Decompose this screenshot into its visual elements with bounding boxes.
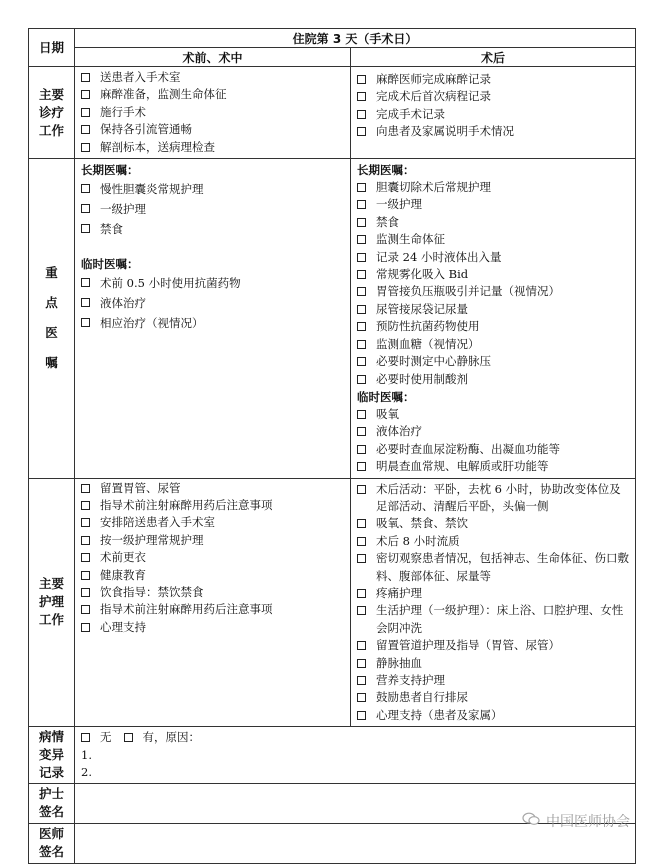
checkbox[interactable] (357, 92, 366, 101)
checklist-item-text: 吸氧 (376, 406, 399, 421)
checklist-item (357, 458, 629, 475)
checklist-item-text: 禁食 (100, 222, 123, 237)
doctor-sign-label-line: 签名 (38, 844, 64, 860)
checklist-item (357, 672, 629, 689)
checklist-item-text: 相应治疗（视情况） (100, 316, 204, 331)
checklist-item-text: 心理支持（患者及家属） (376, 707, 503, 722)
checklist-item-text: 安排陪送患者入手术室 (100, 515, 215, 530)
checklist-item-text: 胆囊切除术后常规护理 (376, 180, 491, 195)
orders-label-char: 重 (45, 265, 58, 281)
checklist-item (357, 637, 629, 654)
checkbox[interactable] (81, 553, 90, 562)
checkbox[interactable] (357, 519, 366, 528)
variance-label-line: 记录 (38, 764, 64, 780)
checklist-item-text: 必要时查血尿淀粉酶、出凝血功能等 (376, 441, 560, 456)
checklist-item-text: 术前更衣 (100, 550, 146, 565)
checkbox[interactable] (81, 588, 90, 597)
checkbox[interactable] (357, 676, 366, 685)
variance-yes-checkbox[interactable] (124, 733, 133, 742)
checklist-item (357, 123, 629, 140)
checklist-item-text: 保持各引流管通畅 (100, 122, 192, 137)
checklist-item (357, 441, 629, 458)
checkbox[interactable] (357, 462, 366, 471)
checklist-item-text: 营养支持护理 (376, 673, 445, 687)
checklist-item-text: 鼓励患者自行排尿 (376, 690, 468, 705)
orders-label-char: 医 (45, 325, 58, 341)
checklist-item-text: 静脉抽血 (376, 655, 422, 670)
checklist-item-text: 常规雾化吸入 Bid (376, 267, 469, 282)
checklist-item-text: 术后活动：平卧，去枕 6 小时，协助改变体位及足部活动、清醒后平卧，头偏一侧 (376, 481, 621, 513)
long-term-orders-title: 长期医嘱： (357, 163, 415, 178)
temporary-orders-title: 临时医嘱： (357, 389, 415, 404)
diagnosis-preop-cell (75, 67, 351, 159)
checkbox[interactable] (357, 322, 366, 331)
temporary-orders-postop (357, 406, 629, 476)
checklist-item-text: 禁食 (376, 214, 399, 229)
checklist-item (81, 584, 344, 601)
checklist-item (81, 601, 344, 618)
checkbox[interactable] (357, 711, 366, 720)
checkbox[interactable] (357, 183, 366, 192)
checklist-item-text: 术后 8 小时流质 (376, 533, 460, 548)
checkbox[interactable] (81, 298, 90, 307)
checklist-item (357, 602, 629, 637)
checkbox[interactable] (81, 484, 90, 493)
checklist-item-text: 明晨查血常规、电解质或肝功能等 (376, 459, 549, 474)
checklist-item (81, 199, 344, 219)
checklist-item (81, 219, 344, 239)
checklist-item-text: 预防性抗菌药物使用 (376, 319, 480, 334)
checkbox[interactable] (81, 536, 90, 545)
checklist-item-text: 心理支持 (100, 619, 146, 634)
checklist-item-text: 饮食指导：禁饮禁食 (100, 584, 204, 599)
checklist-item (357, 231, 629, 248)
checkbox[interactable] (81, 278, 90, 287)
checklist-item-text: 密切观察患者情况，包括神志、生命体征、伤口敷料、腹部体征、尿量等 (376, 551, 629, 583)
checkbox[interactable] (357, 200, 366, 209)
checklist-item-text: 向患者及家属说明手术情况 (376, 124, 514, 139)
orders-preop-cell (75, 159, 351, 479)
checkbox[interactable] (357, 606, 366, 615)
checkbox[interactable] (357, 305, 366, 314)
checklist-item (357, 655, 629, 672)
checklist-item-text: 必要时测定中心静脉压 (376, 354, 491, 369)
watermark (522, 811, 630, 831)
checklist-item (357, 283, 629, 300)
nursing-label (29, 478, 75, 727)
checklist-item (81, 104, 344, 121)
variance-reason-2[interactable]: 2. (81, 764, 92, 779)
checklist-item-text: 健康教育 (100, 567, 146, 582)
checklist-item (357, 88, 629, 105)
checklist-item (81, 139, 344, 156)
checklist-item (357, 214, 629, 231)
checklist-item (81, 514, 344, 531)
checkbox[interactable] (81, 571, 90, 580)
date-label: 日期 (29, 29, 75, 67)
nurse-sign-label-line: 签名 (38, 804, 64, 820)
checklist-item (81, 69, 344, 86)
checklist-item-text: 指导术前注射麻醉用药后注意事项 (100, 497, 273, 512)
checkbox[interactable] (81, 501, 90, 510)
diagnosis-label-line: 诊疗 (38, 104, 64, 120)
checkbox[interactable] (357, 410, 366, 419)
checklist-item-text: 完成术后首次病程记录 (376, 89, 491, 104)
checkbox[interactable] (357, 110, 366, 119)
checkbox[interactable] (81, 73, 90, 82)
checklist-item-text: 必要时使用制酸剂 (376, 371, 468, 386)
checklist-item-text: 留置管道护理及指导（胃管、尿管） (376, 638, 560, 653)
checklist-item-text: 完成手术记录 (376, 106, 445, 121)
checklist-item-text: 一级护理 (376, 197, 422, 212)
diagnosis-postop-list (351, 67, 635, 143)
diagnosis-preop-list (75, 67, 350, 158)
checklist-item (357, 266, 629, 283)
checkbox[interactable] (81, 184, 90, 193)
variance-label-line: 病情 (38, 728, 64, 744)
checkbox[interactable] (81, 224, 90, 233)
checkbox[interactable] (357, 127, 366, 136)
checklist-item-text: 施行手术 (100, 104, 146, 119)
checkbox[interactable] (357, 589, 366, 598)
checklist-item (81, 480, 344, 497)
checklist-item-text: 记录 24 小时液体出入量 (376, 249, 502, 264)
col-header-postop: 术后 (351, 48, 636, 67)
checklist-item-text: 慢性胆囊炎常规护理 (100, 182, 204, 197)
checklist-item (357, 71, 629, 88)
nursing-label-line: 主要 (38, 576, 64, 592)
checklist-item (357, 515, 629, 532)
checklist-item (81, 273, 344, 293)
checkbox[interactable] (81, 108, 90, 117)
checkbox[interactable] (357, 641, 366, 650)
checklist-item (357, 533, 629, 550)
wechat-icon (522, 812, 540, 830)
checkbox[interactable] (81, 518, 90, 527)
diagnosis-label-line: 工作 (38, 122, 64, 138)
checkbox[interactable] (357, 287, 366, 296)
checklist-item-text: 指导术前注射麻醉用药后注意事项 (100, 602, 273, 617)
checklist-item (81, 619, 344, 636)
long-term-orders-postop (357, 179, 629, 388)
checklist-item-text: 解剖标本，送病理检查 (100, 139, 215, 154)
long-term-orders-preop (81, 179, 344, 239)
checklist-item (357, 353, 629, 370)
checklist-item-text: 吸氧、禁食、禁饮 (376, 516, 468, 531)
variance-label (29, 727, 75, 783)
nursing-postop-list (351, 479, 635, 727)
checklist-item (357, 406, 629, 423)
checkbox[interactable] (81, 125, 90, 134)
day-title: 住院第 3 天（手术日） (75, 29, 636, 48)
checklist-item (81, 532, 344, 549)
checkbox[interactable] (357, 693, 366, 702)
checkbox[interactable] (357, 340, 366, 349)
checklist-item (357, 318, 629, 335)
checklist-item (81, 86, 344, 103)
diagnosis-postop-cell (351, 67, 636, 159)
checklist-item-text: 麻醉医师完成麻醉记录 (376, 72, 491, 86)
orders-postop-block (351, 159, 635, 478)
checklist-item (357, 196, 629, 213)
checklist-item (357, 249, 629, 266)
checklist-item-text: 麻醉准备，监测生命体征 (100, 87, 227, 102)
checkbox[interactable] (357, 253, 366, 262)
checkbox[interactable] (81, 623, 90, 632)
checkbox[interactable] (357, 659, 366, 668)
nurse-sign-label-line: 护士 (38, 786, 64, 802)
clinical-pathway-table (28, 28, 636, 864)
checklist-item (81, 121, 344, 138)
checklist-item-text: 按一级护理常规护理 (100, 532, 204, 547)
checklist-item-text: 送患者入手术室 (100, 70, 181, 84)
nursing-preop-list (75, 479, 350, 639)
nurse-sign-label (29, 783, 75, 823)
nursing-postop-cell (351, 478, 636, 727)
checklist-item-text: 尿管接尿袋记尿量 (376, 301, 468, 316)
long-term-orders-title: 长期医嘱： (81, 163, 139, 178)
doctor-sign-label (29, 823, 75, 863)
checklist-item-text: 一级护理 (100, 202, 146, 217)
checkbox[interactable] (357, 357, 366, 366)
checklist-item (357, 301, 629, 318)
orders-label-char: 嘱 (45, 355, 58, 371)
checklist-item-text: 生活护理（一级护理）：床上浴、口腔护理、女性会阴冲洗 (376, 603, 624, 635)
checklist-item-text: 液体治疗 (100, 296, 146, 311)
checkbox[interactable] (357, 537, 366, 546)
nursing-label-line: 工作 (38, 612, 64, 628)
checklist-item (357, 689, 629, 706)
checkbox[interactable] (81, 143, 90, 152)
checklist-item (81, 313, 344, 333)
checkbox[interactable] (81, 605, 90, 614)
checkbox[interactable] (357, 485, 366, 494)
checklist-item (357, 423, 629, 440)
diagnosis-label (29, 67, 75, 159)
checkbox[interactable] (357, 554, 366, 563)
diagnosis-label-line: 主要 (38, 86, 64, 102)
checklist-item-text: 监测生命体征 (376, 232, 445, 247)
checklist-item (81, 567, 344, 584)
checklist-item (357, 481, 629, 516)
variance-none-checkbox[interactable] (81, 733, 90, 742)
checkbox[interactable] (357, 375, 366, 384)
checklist-item (357, 336, 629, 353)
orders-label-char: 点 (45, 295, 58, 311)
checkbox[interactable] (357, 270, 366, 279)
checkbox[interactable] (81, 318, 90, 327)
nursing-preop-cell (75, 478, 351, 727)
nursing-label-line: 护理 (38, 594, 64, 610)
checklist-item (357, 106, 629, 123)
checkbox[interactable] (357, 218, 366, 227)
checkbox[interactable] (81, 90, 90, 99)
checklist-item-text: 疼痛护理 (376, 585, 422, 600)
orders-label (29, 159, 75, 479)
doctor-sign-label-line: 医师 (38, 826, 64, 842)
checklist-item (357, 707, 629, 724)
checklist-item (81, 497, 344, 514)
variance-yes-label: 有，原因： (142, 730, 200, 745)
checkbox[interactable] (357, 445, 366, 454)
checklist-item (81, 293, 344, 313)
variance-reason-1[interactable]: 1. (81, 747, 92, 762)
checklist-item (81, 179, 344, 199)
checkbox[interactable] (81, 204, 90, 213)
watermark-text: 中国医师协会 (546, 814, 630, 830)
checklist-item-text: 监测血糖（视情况） (376, 336, 480, 351)
checklist-item (357, 550, 629, 585)
temporary-orders-preop (81, 273, 344, 333)
checklist-item (357, 585, 629, 602)
checklist-item (357, 179, 629, 196)
checklist-item-text: 液体治疗 (376, 424, 422, 439)
temporary-orders-title: 临时医嘱： (81, 257, 139, 272)
checklist-item-text: 术前 0.5 小时使用抗菌药物 (100, 276, 241, 291)
checklist-item-text: 留置胃管、尿管 (100, 480, 181, 495)
checklist-item (357, 371, 629, 388)
col-header-preop: 术前、术中 (75, 48, 351, 67)
checkbox[interactable] (357, 75, 366, 84)
variance-label-line: 变异 (38, 746, 64, 762)
variance-cell (75, 727, 636, 783)
checklist-item-text: 胃管接负压瓶吸引并记量（视情况） (376, 284, 560, 299)
orders-preop-block (75, 159, 350, 335)
checklist-item (81, 549, 344, 566)
checkbox[interactable] (357, 427, 366, 436)
orders-postop-cell (351, 159, 636, 479)
checkbox[interactable] (357, 235, 366, 244)
variance-none-label: 无 (100, 730, 112, 745)
